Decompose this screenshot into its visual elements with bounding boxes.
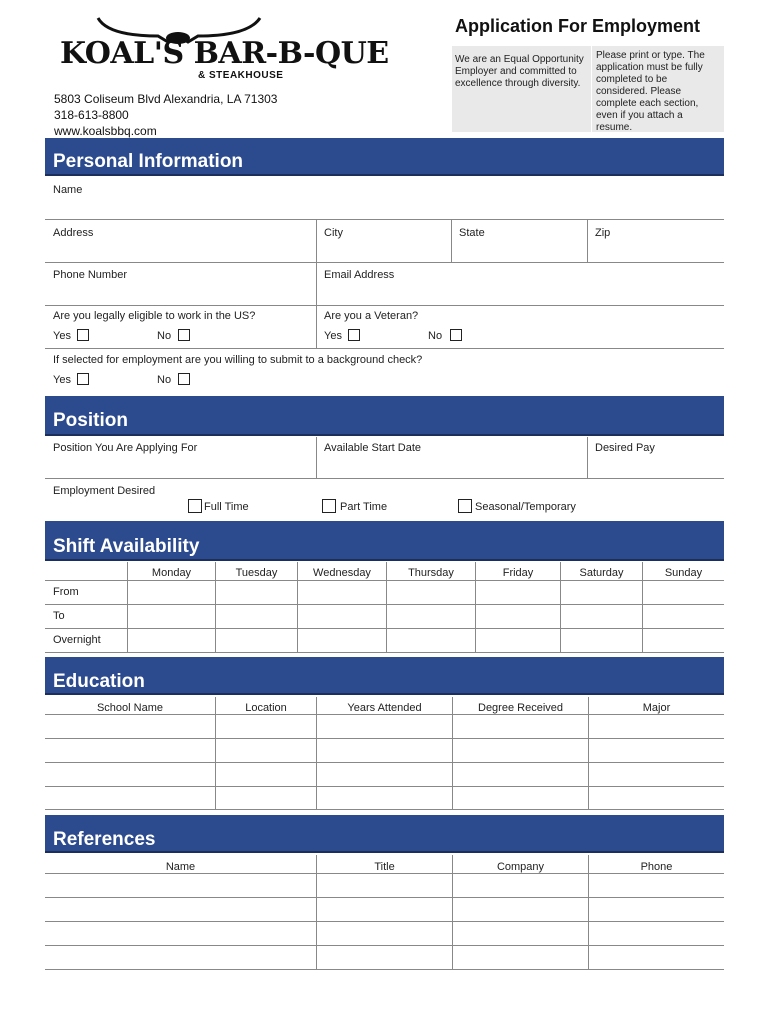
table-line	[475, 562, 476, 652]
address-field[interactable]	[45, 220, 315, 262]
employment-desired-label: Employment Desired	[53, 485, 156, 497]
shift-day-header: Saturday	[579, 567, 624, 579]
education-banner	[45, 657, 724, 695]
city-field[interactable]	[317, 220, 451, 262]
table-line	[45, 714, 724, 715]
eligible-no-checkbox[interactable]	[178, 329, 190, 341]
start-date-label: Available Start Date	[324, 442, 422, 454]
page-title: Application For Employment	[455, 16, 701, 36]
table-line	[127, 562, 128, 652]
personal-info-banner	[45, 138, 724, 176]
part-time-label: Part Time	[340, 501, 388, 513]
address-label: Address	[53, 227, 94, 239]
state-field[interactable]	[452, 220, 587, 262]
table-line	[45, 873, 724, 874]
shift-day-header: Friday	[502, 567, 534, 579]
table-line	[588, 697, 589, 809]
shift-row-label: Overnight	[53, 634, 101, 646]
full-time-checkbox[interactable]	[188, 499, 202, 513]
shift-day-header: Sunday	[664, 567, 703, 579]
zip-label: Zip	[595, 227, 611, 239]
background-yes-checkbox[interactable]	[77, 373, 89, 385]
desired-pay-label: Desired Pay	[595, 442, 655, 454]
background-question: If selected for employment are you willing to submit to a background check?	[53, 354, 423, 366]
education-col-header: Degree Received	[478, 702, 563, 714]
background-no-checkbox[interactable]	[178, 373, 190, 385]
table-line	[452, 697, 453, 809]
table-line	[215, 697, 216, 809]
veteran-question: Are you a Veteran?	[324, 310, 419, 322]
veteran-yes-label: Yes	[324, 330, 342, 342]
table-line	[452, 855, 453, 969]
position-heading: Position	[53, 410, 128, 431]
shift-day-header: Wednesday	[313, 567, 371, 579]
shift-row-label: To	[53, 610, 65, 622]
logo-subtitle: & STEAKHOUSE	[198, 70, 284, 81]
company-address: 5803 Coliseum Blvd Alexandria, LA 71303	[54, 92, 278, 106]
veteran-no-checkbox[interactable]	[450, 329, 462, 341]
zip-field[interactable]	[588, 220, 724, 262]
table-line	[45, 762, 724, 763]
shift-row-label: From	[53, 586, 79, 598]
table-line	[297, 562, 298, 652]
table-line	[45, 628, 724, 629]
veteran-yes-checkbox[interactable]	[348, 329, 360, 341]
education-col-header: School Name	[96, 702, 164, 714]
part-time-checkbox[interactable]	[322, 499, 336, 513]
seasonal-label: Seasonal/Temporary	[475, 501, 576, 513]
table-line	[45, 969, 724, 970]
seasonal-checkbox[interactable]	[458, 499, 472, 513]
phone-label: Phone Number	[53, 269, 127, 281]
info-box-divider	[591, 46, 592, 132]
eligible-yes-checkbox[interactable]	[77, 329, 89, 341]
equal-opportunity-text: We are an Equal Opportunity Employer and committed to excellence through diversity.	[455, 54, 584, 89]
table-line	[386, 562, 387, 652]
shift-banner	[45, 521, 724, 561]
shift-day-header: Monday	[151, 567, 192, 579]
divider	[45, 478, 724, 479]
table-line	[45, 652, 724, 653]
full-time-label: Full Time	[204, 501, 249, 513]
references-banner	[45, 815, 724, 853]
instructions-text: Please print or type. The application must be fully completed to be considered. Please complete each section, even if you attach a resume.	[596, 50, 705, 133]
references-heading: References	[53, 829, 156, 850]
eligible-question: Are you legally eligible to work in the US?	[53, 310, 256, 322]
eligible-no-label: No	[157, 330, 172, 342]
education-col-header: Major	[642, 702, 671, 714]
table-line	[45, 945, 724, 946]
table-line	[316, 855, 317, 969]
position-banner	[45, 396, 724, 436]
table-line	[45, 809, 724, 810]
start-date-field[interactable]	[317, 437, 587, 478]
personal-info-heading: Personal Information	[53, 151, 244, 172]
name-field[interactable]	[45, 178, 724, 219]
applying-for-field[interactable]	[45, 437, 315, 478]
references-col-header: Title	[374, 861, 395, 873]
email-label: Email Address	[324, 269, 395, 281]
table-line	[588, 855, 589, 969]
logo-wordmark: KOAL'S BAR-B-QUE	[60, 36, 389, 71]
references-col-header: Company	[496, 861, 545, 873]
references-col-header: Phone	[640, 861, 673, 873]
name-label: Name	[53, 184, 83, 196]
references-col-header: Name	[165, 861, 196, 873]
background-yes-label: Yes	[53, 374, 71, 386]
shift-heading: Shift Availability	[53, 536, 200, 557]
divider	[316, 306, 317, 348]
shift-day-header: Thursday	[408, 567, 454, 579]
eligible-yes-label: Yes	[53, 330, 71, 342]
desired-pay-field[interactable]	[588, 437, 724, 478]
phone-field[interactable]	[45, 263, 315, 305]
applying-for-label: Position You Are Applying For	[53, 442, 198, 454]
company-phone: 318-613-8800	[54, 108, 129, 122]
table-line	[45, 786, 724, 787]
table-line	[316, 697, 317, 809]
education-col-header: Location	[245, 702, 287, 714]
city-label: City	[324, 227, 343, 239]
background-no-label: No	[157, 374, 172, 386]
education-col-header: Years Attended	[347, 702, 422, 714]
veteran-no-label: No	[428, 330, 443, 342]
email-field[interactable]	[317, 263, 724, 305]
education-heading: Education	[53, 671, 145, 692]
company-website[interactable]: www.koalsbbq.com	[54, 124, 157, 138]
table-line	[45, 921, 724, 922]
table-line	[560, 562, 561, 652]
company-logo	[48, 14, 389, 82]
table-line	[45, 738, 724, 739]
table-line	[45, 897, 724, 898]
table-line	[45, 604, 724, 605]
state-label: State	[459, 227, 485, 239]
table-line	[45, 580, 724, 581]
shift-day-header: Tuesday	[235, 567, 278, 579]
divider	[45, 305, 724, 306]
table-line	[215, 562, 216, 652]
divider	[45, 348, 724, 349]
table-line	[642, 562, 643, 652]
